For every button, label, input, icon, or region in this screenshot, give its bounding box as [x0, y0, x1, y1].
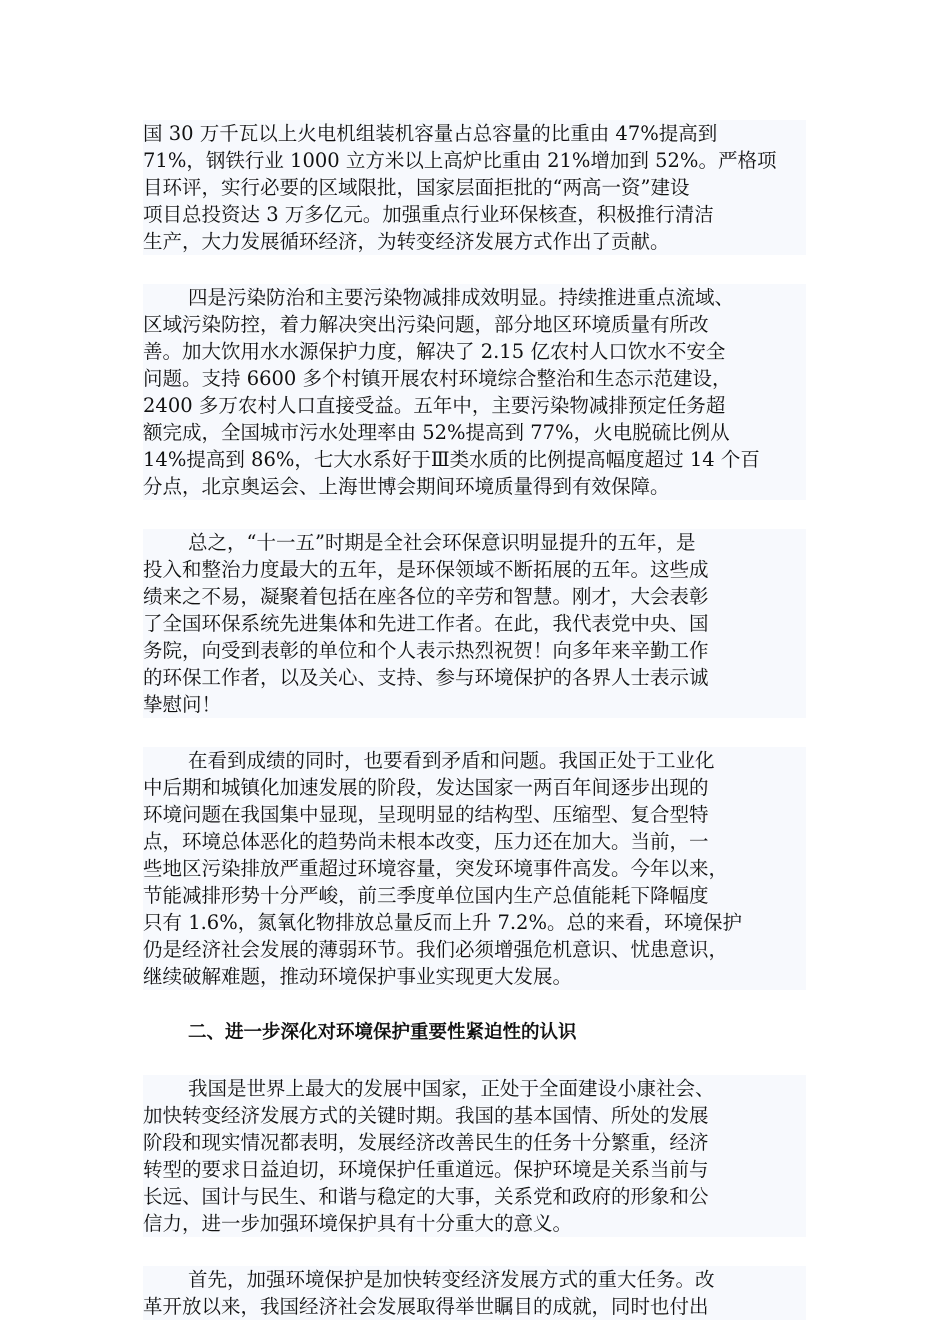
text-line: 我国是世界上最大的发展中国家，正处于全面建设小康社会、: [188, 1077, 715, 1100]
paragraph-gap: [143, 500, 806, 529]
text-line: 首先，加强环境保护是加快转变经济发展方式的重大任务。改: [188, 1268, 715, 1291]
text-line: 转型的要求日益迫切，环境保护任重道远。保护环境是关系当前与: [143, 1158, 709, 1181]
text-line: 阶段和现实情况都表明，发展经济改善民生的任务十分繁重，经济: [143, 1131, 709, 1154]
text-line: 善。加大饮用水水源保护力度，解决了 2.15 亿农村人口饮水不安全: [143, 340, 726, 363]
text-line: 目环评，实行必要的区域限批，国家层面拒批的“两高一资”建设: [143, 176, 690, 199]
paragraph-first-point: [143, 1266, 806, 1320]
paragraph-national-conditions: [143, 1075, 806, 1237]
text-line: 环境问题在我国集中显现，呈现明显的结构型、压缩型、复合型特: [143, 803, 709, 826]
text-line: 生产，大力发展循环经济，为转变经济发展方式作出了贡献。: [143, 230, 670, 253]
text-line: 革开放以来，我国经济社会发展取得举世瞩目的成就，同时也付出: [143, 1295, 709, 1318]
text-line: 投入和整治力度最大的五年，是环保领域不断拓展的五年。这些成: [143, 558, 709, 581]
text-line: 点，环境总体恶化的趋势尚未根本改变，压力还在加大。当前，一: [143, 830, 709, 853]
text-line: 些地区污染排放严重超过环境容量，突发环境事件高发。今年以来，: [143, 857, 729, 880]
text-line: 在看到成绩的同时，也要看到矛盾和问题。我国正处于工业化: [188, 749, 715, 772]
text-line: 务院，向受到表彰的单位和个人表示热烈祝贺！向多年来辛勤工作: [143, 639, 709, 662]
text-line: 14%提高到 86%，七大水系好于Ⅲ类水质的比例提高幅度超过 14 个百: [143, 448, 760, 471]
text-line: 额完成，全国城市污水处理率由 52%提高到 77%，火电脱硫比例从: [143, 421, 730, 444]
section-heading: 二、进一步深化对环境保护重要性紧迫性的认识: [143, 1019, 806, 1046]
text-line: 挚慰问！: [143, 693, 222, 716]
text-line: 信力，进一步加强环境保护具有十分重大的意义。: [143, 1212, 573, 1235]
paragraph-gap: [143, 990, 806, 1019]
text-line: 71%，钢铁行业 1000 立方米以上高炉比重由 21%增加到 52%。严格项: [143, 149, 777, 172]
text-line: 节能减排形势十分严峻，前三季度单位国内生产总值能耗下降幅度: [143, 884, 709, 907]
text-line: 国 30 万千瓦以上火电机组装机容量占总容量的比重由 47%提高到: [143, 122, 718, 145]
text-line: 了全国环保系统先进集体和先进工作者。在此，我代表党中央、国: [143, 612, 709, 635]
paragraph-industry-structure: [143, 120, 806, 255]
text-line: 总之，“十一五”时期是全社会环保意识明显提升的五年，是: [188, 531, 696, 554]
text-line: 加快转变经济发展方式的关键时期。我国的基本国情、所处的发展: [143, 1104, 709, 1127]
text-line: 长远、国计与民生、和谐与稳定的大事，关系党和政府的形象和公: [143, 1185, 709, 1208]
text-line: 分点，北京奥运会、上海世博会期间环境质量得到有效保障。: [143, 475, 670, 498]
paragraph-problems: [143, 747, 806, 990]
text-line: 继续破解难题，推动环境保护事业实现更大发展。: [143, 965, 573, 988]
paragraph-gap: [143, 718, 806, 747]
text-line: 四是污染防治和主要污染物减排成效明显。持续推进重点流域、: [188, 286, 735, 309]
paragraph-gap: [143, 1046, 806, 1075]
text-line: 问题。支持 6600 多个村镇开展农村环境综合整治和生态示范建设，: [143, 367, 732, 390]
text-line: 仍是经济社会发展的薄弱环节。我们必须增强危机意识、忧患意识，: [143, 938, 729, 961]
text-line: 绩来之不易，凝聚着包括在座各位的辛劳和智慧。刚才，大会表彰: [143, 585, 709, 608]
document-body: [143, 120, 806, 1320]
text-line: 区域污染防控，着力解决突出污染问题，部分地区环境质量有所改: [143, 313, 709, 336]
paragraph-summary: [143, 529, 806, 718]
text-line: 只有 1.6%，氮氧化物排放总量反而上升 7.2%。总的来看，环境保护: [143, 911, 742, 934]
paragraph-gap: [143, 255, 806, 284]
paragraph-pollution-control: [143, 284, 806, 500]
text-line: 项目总投资达 3 万多亿元。加强重点行业环保核查，积极推行清洁: [143, 203, 714, 226]
text-line: 的环保工作者，以及关心、支持、参与环境保护的各界人士表示诚: [143, 666, 709, 689]
text-line: 中后期和城镇化加速发展的阶段，发达国家一两百年间逐步出现的: [143, 776, 709, 799]
text-line: 2400 多万农村人口直接受益。五年中，主要污染物减排预定任务超: [143, 394, 726, 417]
paragraph-gap: [143, 1237, 806, 1266]
